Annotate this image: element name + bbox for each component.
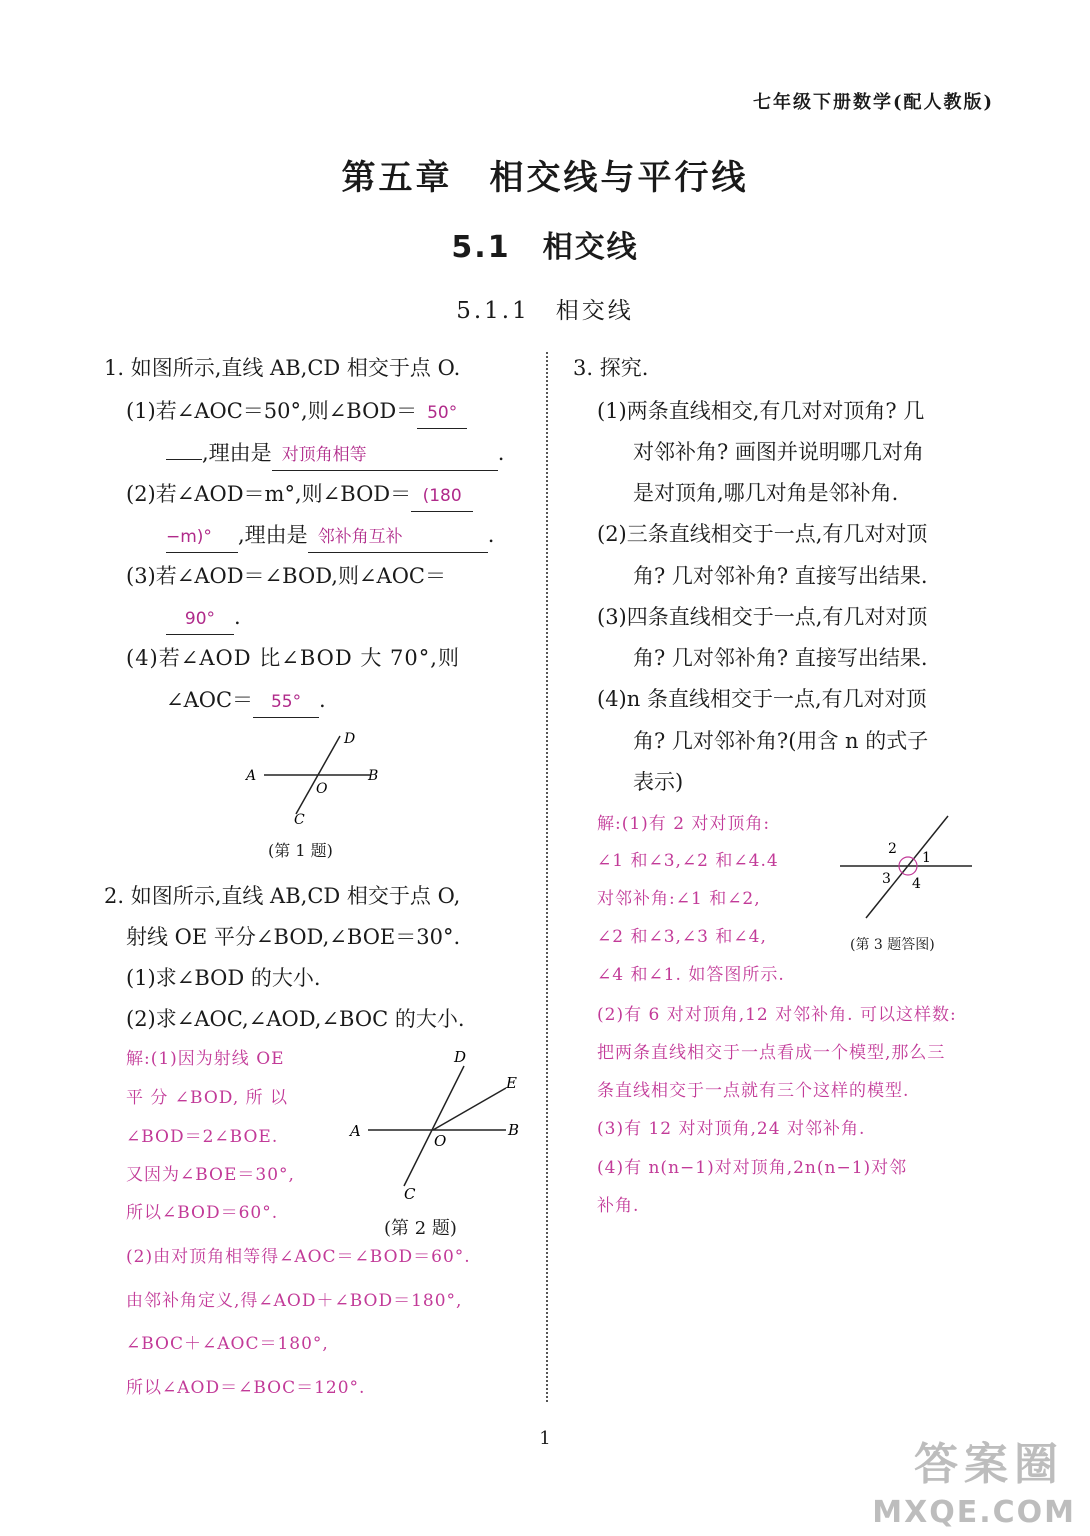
q2-caption: (第 2 题) [384,1218,457,1239]
q1-part2: (2)若∠AOD＝m°,则∠BOD＝ (180 [126,479,473,512]
q3-line-1: (1)两条直线相交,有几对对顶角? 几 [597,399,925,423]
q1-label-a: A [246,768,257,784]
q3-answer2-line-1: (2)有 6 对对顶角,12 对邻补角. 可以这样数: [597,1005,957,1025]
column-divider [546,352,548,1402]
q1-part3: (3)若∠AOD＝∠BOD,则∠AOC＝ [126,564,447,588]
q1-label-b: B [368,768,379,784]
q3-angle-1: 1 [922,850,931,866]
q2-label-a: A [350,1122,361,1140]
q3-line-3: 是对顶角,哪几对角是邻补角. [633,481,899,505]
q2-stem-line2: 射线 OE 平分∠BOD,∠BOE＝30°. [126,925,461,949]
section-title: 5.1 相交线 [451,230,639,265]
q3-line-5: 角? 几对邻补角? 直接写出结果. [633,564,928,588]
q1-p2-answer: (180 [411,481,473,512]
q2-answer-line-9: 所以∠AOD＝∠BOC＝120°. [126,1378,366,1398]
q2-sub1: (1)求∠BOD 的大小. [126,966,321,990]
q1-p2-reason-answer: 邻补角互补 [308,522,488,553]
q2-answer-line-8: ∠BOC＋∠AOC＝180°, [126,1334,329,1354]
q1-p3-answer: 90° [166,604,234,635]
chapter-title: 第五章 相交线与平行线 [341,158,749,198]
q1-label-d: D [344,731,356,747]
q3-angle-3: 3 [882,871,891,887]
q1-part2-reason: −m)° ,理由是 邻补角互补 . [166,520,494,553]
q1-label-o: O [316,781,328,797]
q2-figure [344,1046,528,1206]
q2-sub2: (2)求∠AOC,∠AOD,∠BOC 的大小. [126,1007,465,1031]
q2-line-cd [404,1066,464,1186]
q2-answer-line-4: 又因为∠BOE＝30°, [126,1165,295,1185]
q2-label-d: D [454,1048,467,1066]
page-number: 1 [539,1428,551,1449]
q3-line-2: 对邻补角? 画图并说明哪几对角 [633,440,924,464]
book-header: 七年级下册数学(配人教版) [752,92,994,113]
q1-figure [236,726,396,826]
q2-label-o: O [434,1132,447,1150]
q2-label-b: B [508,1121,520,1139]
q3-line-slanted [866,816,948,918]
q2-answer-line-5: 所以∠BOD＝60°. [126,1203,279,1223]
q2-stem-line1: 2. 如图所示,直线 AB,CD 相交于点 O, [104,884,461,908]
q2-answer-line-3: ∠BOD＝2∠BOE. [126,1127,279,1147]
q2-answer-line-2: 平 分 ∠BOD, 所 以 [126,1088,289,1108]
q3-angle-4: 4 [912,876,921,892]
q3-angle-2: 2 [888,841,897,857]
q1-p4-answer: 55° [253,687,319,718]
q3-line-6: (3)四条直线相交于一点,有几对对顶 [597,605,928,629]
q3-answer2-line-2: 把两条直线相交于一点看成一个模型,那么三 [597,1043,946,1063]
q1-part1: (1)若∠AOC＝50°,则∠BOD＝ 50° [126,396,467,429]
q2-answer-line-1: 解:(1)因为射线 OE [126,1049,285,1069]
watermark-logo: 答案圈 [914,1439,1064,1490]
q3-line-8: (4)n 条直线相交于一点,有几对对顶 [597,687,927,711]
q3-answer2-line-6: 补角. [597,1196,640,1216]
q3-answer1-line-4: ∠2 和∠3,∠3 和∠4, [597,927,767,947]
q1-p1-reason-answer: 对顶角相等 [272,440,498,471]
q1-p1-answer: 50° [417,398,467,429]
q1-part1-reason: ,理由是 对顶角相等 . [166,438,504,471]
q3-line-7: 角? 几对邻补角? 直接写出结果. [633,646,928,670]
q3-answer2-line-3: 条直线相交于一点就有三个这样的模型. [597,1081,910,1101]
q3-figure [836,810,986,926]
q3-answer1-line-5: ∠4 和∠1. 如答图所示. [597,965,785,985]
q2-answer-line-7: 由邻补角定义,得∠AOD＋∠BOD＝180°, [126,1291,463,1311]
q1-part3-answer-line: 90° . [166,602,241,635]
q3-answer2-line-5: (4)有 n(n−1)对对顶角,2n(n−1)对邻 [597,1158,908,1178]
q3-stem: 3. 探究. [573,356,649,380]
q2-label-e: E [506,1074,517,1092]
q1-caption: (第 1 题) [268,841,333,860]
q3-line-9: 角? 几对邻补角?(用含 n 的式子 [633,729,929,753]
q2-ray-oe [433,1088,506,1130]
q3-answer1-line-1: 解:(1)有 2 对对顶角: [597,814,771,834]
q1-part4-answer-line: ∠AOC＝ 55° . [166,685,326,718]
q1-part4: (4)若∠AOD 比∠BOD 大 70°,则 [126,646,460,670]
q3-answer1-line-2: ∠1 和∠3,∠2 和∠4.4 [597,851,779,871]
subsection-title: 5.1.1 相交线 [456,298,634,324]
watermark-url: MXQE.COM [872,1495,1076,1530]
q2-answer-line-6: (2)由对顶角相等得∠AOC＝∠BOD＝60°. [126,1247,471,1267]
q3-answer1-line-3: 对邻补角:∠1 和∠2, [597,889,761,909]
q1-stem: 1. 如图所示,直线 AB,CD 相交于点 O. [104,356,461,380]
q3-line-4: (2)三条直线相交于一点,有几对对顶 [597,522,928,546]
q3-line-10: 表示) [633,770,684,794]
q3-answer2-line-4: (3)有 12 对对顶角,24 对邻补角. [597,1119,866,1139]
q3-caption: (第 3 题答图) [850,937,935,953]
q2-label-c: C [404,1185,416,1203]
q1-label-c: C [294,812,305,826]
